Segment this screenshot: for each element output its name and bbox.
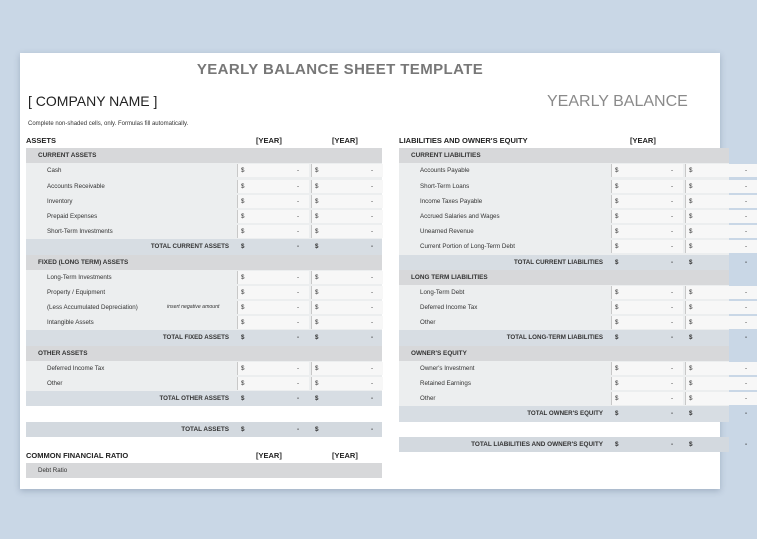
currency-symbol: $ — [241, 319, 245, 327]
dash-value: - — [745, 380, 748, 387]
line-item-row — [399, 376, 748, 391]
currency-symbol: $ — [689, 288, 693, 296]
currency-symbol: $ — [241, 364, 245, 372]
dash-value: - — [671, 182, 674, 190]
dash-value: - — [371, 273, 374, 281]
total-label: TOTAL CURRENT ASSETS — [150, 243, 229, 251]
total-row — [26, 391, 382, 406]
subheader-label: OWNER'S EQUITY — [411, 349, 467, 357]
dash-value: - — [671, 395, 674, 403]
line-item-row — [26, 285, 382, 300]
currency-symbol: $ — [241, 212, 245, 220]
currency-symbol: $ — [241, 167, 245, 175]
dash-value: - — [745, 212, 748, 220]
dash-value: - — [297, 228, 300, 236]
currency-symbol: $ — [315, 319, 319, 327]
line-item-row — [399, 285, 748, 300]
year-header-1: [YEAR] — [256, 450, 282, 460]
dash-value: - — [297, 395, 300, 403]
dash-value: - — [371, 228, 374, 236]
currency-symbol: $ — [689, 228, 693, 236]
total-label: TOTAL LONG-TERM LIABILITIES — [506, 334, 603, 342]
section-heading: LIABILITIES AND OWNER'S EQUITY — [399, 136, 528, 145]
dash-value: - — [297, 212, 300, 220]
dash-value: - — [371, 197, 374, 205]
line-item-label: Unearned Revenue — [420, 228, 474, 236]
line-item-row — [399, 300, 748, 315]
dash-value: - — [297, 273, 300, 281]
line-item-row — [399, 179, 748, 194]
currency-symbol: $ — [615, 212, 619, 220]
dash-value: - — [671, 319, 674, 327]
currency-symbol: $ — [315, 243, 319, 251]
currency-symbol: $ — [241, 228, 245, 236]
balance-sheet-document — [20, 53, 748, 489]
line-item-row — [399, 224, 748, 239]
total-row — [399, 406, 748, 421]
total-row — [26, 330, 382, 345]
currency-symbol: $ — [615, 197, 619, 205]
dash-value: - — [297, 334, 300, 342]
currency-symbol: $ — [241, 395, 245, 403]
column-header-row — [26, 448, 382, 463]
dash-value: - — [297, 380, 300, 387]
total-row — [399, 330, 748, 345]
line-item-row — [399, 209, 748, 224]
ratio-label: Debt Ratio — [38, 466, 68, 474]
dash-value: - — [745, 319, 748, 327]
dash-value: - — [297, 243, 300, 251]
section-subheader — [26, 346, 382, 361]
dash-value: - — [671, 228, 674, 236]
dash-value: - — [745, 440, 748, 448]
total-label: TOTAL FIXED ASSETS — [162, 334, 229, 342]
currency-symbol: $ — [689, 410, 693, 418]
subheader-label: LONG TERM LIABILITIES — [411, 273, 488, 281]
currency-symbol: $ — [315, 364, 319, 372]
line-item-label: Deferred Income Tax — [420, 304, 478, 312]
currency-symbol: $ — [615, 364, 619, 372]
dash-value: - — [671, 258, 674, 266]
currency-symbol: $ — [689, 243, 693, 251]
line-item-row — [26, 209, 382, 224]
total-label: TOTAL ASSETS — [181, 425, 229, 433]
section-subheader — [399, 148, 729, 163]
line-item-row — [26, 163, 382, 178]
dash-value: - — [671, 440, 674, 448]
currency-symbol: $ — [689, 304, 693, 312]
currency-symbol: $ — [615, 288, 619, 296]
currency-symbol: $ — [689, 212, 693, 220]
currency-symbol: $ — [315, 228, 319, 236]
dash-value: - — [745, 182, 748, 190]
dash-value: - — [745, 334, 748, 342]
line-item-label: Income Taxes Payable — [420, 197, 483, 205]
year-header-2: [YEAR] — [332, 450, 358, 460]
currency-symbol: $ — [315, 288, 319, 296]
line-item-label: Retained Earnings — [420, 380, 471, 387]
total-row — [26, 239, 382, 254]
dash-value: - — [671, 243, 674, 251]
line-item-label: Other — [420, 319, 436, 327]
currency-symbol: $ — [615, 319, 619, 327]
line-item-label: Accrued Salaries and Wages — [420, 212, 500, 220]
total-label: TOTAL OWNER'S EQUITY — [527, 410, 603, 418]
subheader-label: FIXED (LONG TERM) ASSETS — [38, 258, 129, 266]
instructions-text: Complete non-shaded cells, only. Formulas fill automatically. — [28, 121, 189, 127]
subheader-label: OTHER ASSETS — [38, 349, 88, 357]
line-item-row — [26, 315, 382, 330]
total-label: TOTAL LIABILITIES AND OWNER'S EQUITY — [471, 440, 603, 448]
line-item-row — [26, 361, 382, 376]
currency-symbol: $ — [689, 197, 693, 205]
total-row — [399, 255, 748, 270]
line-item-label: Accounts Payable — [420, 167, 470, 175]
line-item-label: (Less Accumulated Depreciation) — [47, 304, 138, 312]
line-item-label: Inventory — [47, 197, 73, 205]
dash-value: - — [371, 319, 374, 327]
currency-symbol: $ — [241, 288, 245, 296]
currency-symbol: $ — [315, 182, 319, 190]
dash-value: - — [371, 167, 374, 175]
line-item-label: Deferred Income Tax — [47, 364, 105, 372]
dash-value: - — [745, 228, 748, 236]
section-subheader — [399, 270, 729, 285]
currency-symbol: $ — [241, 380, 245, 387]
currency-symbol: $ — [615, 304, 619, 312]
currency-symbol: $ — [689, 334, 693, 342]
section-subheader — [26, 148, 382, 163]
line-item-label: Long-Term Investments — [47, 273, 112, 281]
line-item-row — [26, 270, 382, 285]
currency-symbol: $ — [615, 243, 619, 251]
dash-value: - — [297, 304, 300, 312]
currency-symbol: $ — [615, 182, 619, 190]
dash-value: - — [671, 380, 674, 387]
subheader-label: CURRENT LIABILITIES — [411, 152, 481, 160]
currency-symbol: $ — [241, 304, 245, 312]
currency-symbol: $ — [241, 243, 245, 251]
currency-symbol: $ — [241, 182, 245, 190]
column-header-row — [399, 133, 729, 148]
dash-value: - — [371, 243, 374, 251]
total-row — [399, 437, 748, 452]
year-header-2: [YEAR] — [332, 136, 358, 145]
section-heading: ASSETS — [26, 136, 57, 145]
liabilities-section — [399, 133, 748, 452]
currency-symbol: $ — [689, 182, 693, 190]
line-item-row — [399, 391, 748, 406]
dash-value: - — [671, 212, 674, 220]
line-item-row — [26, 300, 382, 315]
currency-symbol: $ — [315, 167, 319, 175]
dash-value: - — [671, 334, 674, 342]
currency-symbol: $ — [315, 304, 319, 312]
currency-symbol: $ — [241, 273, 245, 281]
currency-symbol: $ — [615, 410, 619, 418]
yearly-balance-heading: YEARLY BALANCE — [547, 93, 688, 110]
currency-symbol: $ — [315, 380, 319, 387]
currency-symbol: $ — [241, 334, 245, 342]
line-item-label: Cash — [47, 167, 62, 175]
dash-value: - — [745, 258, 748, 266]
dash-value: - — [371, 212, 374, 220]
currency-symbol: $ — [615, 395, 619, 403]
currency-symbol: $ — [689, 380, 693, 387]
currency-symbol: $ — [315, 395, 319, 403]
dash-value: - — [745, 304, 748, 312]
currency-symbol: $ — [615, 167, 619, 175]
line-item-label: Short-Term Investments — [47, 228, 113, 236]
dash-value: - — [371, 380, 374, 387]
dash-value: - — [745, 395, 748, 403]
currency-symbol: $ — [615, 228, 619, 236]
section-heading: COMMON FINANCIAL RATIO — [26, 450, 129, 460]
dash-value: - — [745, 243, 748, 251]
line-item-label: Prepaid Expenses — [47, 212, 98, 220]
dash-value: - — [371, 364, 374, 372]
dash-value: - — [745, 167, 748, 175]
dash-value: - — [297, 288, 300, 296]
section-subheader — [399, 346, 729, 361]
line-item-label: Intangible Assets — [47, 319, 94, 327]
total-label: TOTAL OTHER ASSETS — [159, 395, 229, 403]
line-item-label: Property / Equipment — [47, 288, 106, 296]
currency-symbol: $ — [315, 273, 319, 281]
line-item-note: insert negative amount — [167, 304, 220, 311]
dash-value: - — [297, 167, 300, 175]
dash-value: - — [371, 304, 374, 312]
dash-value: - — [371, 425, 374, 433]
dash-value: - — [671, 364, 674, 372]
dash-value: - — [671, 167, 674, 175]
currency-symbol: $ — [689, 319, 693, 327]
dash-value: - — [297, 364, 300, 372]
currency-symbol: $ — [615, 440, 619, 448]
assets-section — [26, 133, 386, 478]
year-header-1: [YEAR] — [630, 136, 656, 145]
line-item-row — [26, 194, 382, 209]
line-item-label: Long-Term Debt — [420, 288, 465, 296]
dash-value: - — [745, 288, 748, 296]
dash-value: - — [671, 197, 674, 205]
subheader-label: CURRENT ASSETS — [38, 152, 97, 160]
line-item-row — [399, 315, 748, 330]
currency-symbol: $ — [615, 258, 619, 266]
line-item-label: Short-Term Loans — [420, 182, 470, 190]
dash-value: - — [297, 182, 300, 190]
line-item-row — [26, 376, 382, 391]
dash-value: - — [745, 364, 748, 372]
currency-symbol: $ — [241, 425, 245, 433]
total-row — [26, 422, 382, 437]
currency-symbol: $ — [315, 212, 319, 220]
dash-value: - — [371, 395, 374, 403]
dash-value: - — [371, 182, 374, 190]
line-item-label: Accounts Receivable — [47, 182, 105, 190]
line-item-label: Current Portion of Long-Term Debt — [420, 243, 515, 251]
line-item-row — [399, 163, 748, 178]
company-name-field[interactable]: [ COMPANY NAME ] — [28, 93, 158, 109]
ratio-row — [26, 463, 382, 478]
currency-symbol: $ — [615, 380, 619, 387]
total-label: TOTAL CURRENT LIABILITIES — [513, 258, 603, 266]
line-item-label: Owner's Investment — [420, 364, 475, 372]
dash-value: - — [745, 410, 748, 418]
dash-value: - — [297, 425, 300, 433]
spacer — [26, 406, 386, 421]
currency-symbol: $ — [315, 425, 319, 433]
document-title: YEARLY BALANCE SHEET TEMPLATE — [196, 61, 484, 78]
currency-symbol: $ — [689, 440, 693, 448]
line-item-label: Other — [420, 395, 436, 403]
currency-symbol: $ — [241, 197, 245, 205]
line-item-row — [399, 239, 748, 254]
dash-value: - — [371, 288, 374, 296]
currency-symbol: $ — [689, 258, 693, 266]
line-item-row — [26, 179, 382, 194]
dash-value: - — [671, 410, 674, 418]
section-subheader — [26, 255, 382, 270]
spacer — [399, 422, 729, 437]
dash-value: - — [297, 197, 300, 205]
currency-symbol: $ — [689, 167, 693, 175]
dash-value: - — [671, 288, 674, 296]
dash-value: - — [745, 197, 748, 205]
dash-value: - — [371, 334, 374, 342]
line-item-label: Other — [47, 380, 63, 387]
currency-symbol: $ — [689, 395, 693, 403]
spacer — [26, 437, 386, 448]
line-item-row — [399, 361, 748, 376]
dash-value: - — [297, 319, 300, 327]
column-header-row — [26, 133, 382, 148]
line-item-row — [26, 224, 382, 239]
line-item-row — [399, 194, 748, 209]
currency-symbol: $ — [615, 334, 619, 342]
currency-symbol: $ — [689, 364, 693, 372]
currency-symbol: $ — [315, 197, 319, 205]
currency-symbol: $ — [315, 334, 319, 342]
dash-value: - — [671, 304, 674, 312]
year-header-1: [YEAR] — [256, 136, 282, 145]
